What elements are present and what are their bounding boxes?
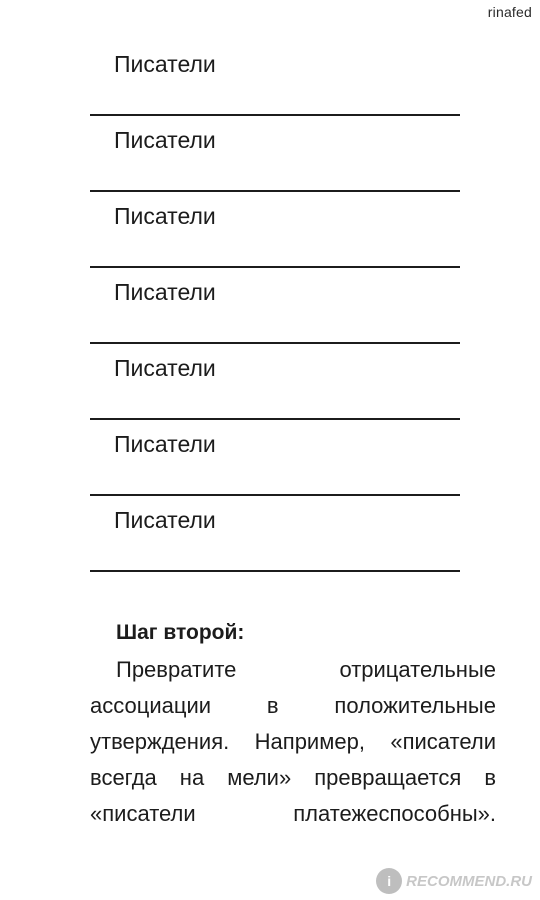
- site-watermark: [376, 868, 532, 894]
- word: «писатели: [90, 801, 196, 826]
- entry-label: Писатели: [114, 127, 216, 153]
- blank-line: [90, 266, 460, 268]
- list-item: [90, 122, 496, 198]
- entry-label: Писатели: [114, 203, 216, 229]
- word: положительные: [334, 693, 496, 718]
- blank-line: [90, 570, 460, 572]
- recommend-logo-icon: i: [376, 868, 402, 894]
- list-item: [90, 274, 496, 350]
- paragraph-line: [90, 652, 496, 688]
- list-item: [90, 46, 496, 122]
- word: в: [484, 765, 496, 790]
- blank-line: [90, 342, 460, 344]
- paragraph-line: [90, 760, 496, 796]
- blank-line: [90, 190, 460, 192]
- username-watermark: rinafed: [487, 4, 532, 20]
- blank-line: [90, 418, 460, 420]
- word: Превратите: [116, 657, 237, 682]
- blank-line: [90, 494, 460, 496]
- writers-list: [90, 46, 496, 578]
- list-item: [90, 350, 496, 426]
- entry-label: Писатели: [114, 431, 216, 457]
- list-item: [90, 502, 496, 578]
- word: всегда: [90, 765, 157, 790]
- paragraph-line: [90, 796, 496, 832]
- word: «писатели: [390, 729, 496, 754]
- entry-label: Писатели: [114, 51, 216, 77]
- word: Например,: [254, 729, 365, 754]
- entry-label: Писатели: [114, 279, 216, 305]
- watermark-text: RECOMMEND.RU: [406, 872, 532, 890]
- entry-label: Писатели: [114, 355, 216, 381]
- word: превращается: [314, 765, 462, 790]
- word: утверждения.: [90, 729, 230, 754]
- word: мели»: [227, 765, 292, 790]
- word: на: [179, 765, 205, 790]
- word: в: [266, 693, 279, 718]
- word: платежеспособны».: [293, 801, 496, 826]
- blank-line: [90, 114, 460, 116]
- paragraph-line: [90, 724, 496, 760]
- list-item: [90, 198, 496, 274]
- list-item: [90, 426, 496, 502]
- word: ассоциации: [90, 693, 212, 718]
- paragraph-line: [90, 688, 496, 724]
- section-paragraph: [90, 652, 496, 832]
- section-title: Шаг второй:: [116, 621, 245, 644]
- entry-label: Писатели: [114, 507, 216, 533]
- word: отрицательные: [339, 657, 496, 682]
